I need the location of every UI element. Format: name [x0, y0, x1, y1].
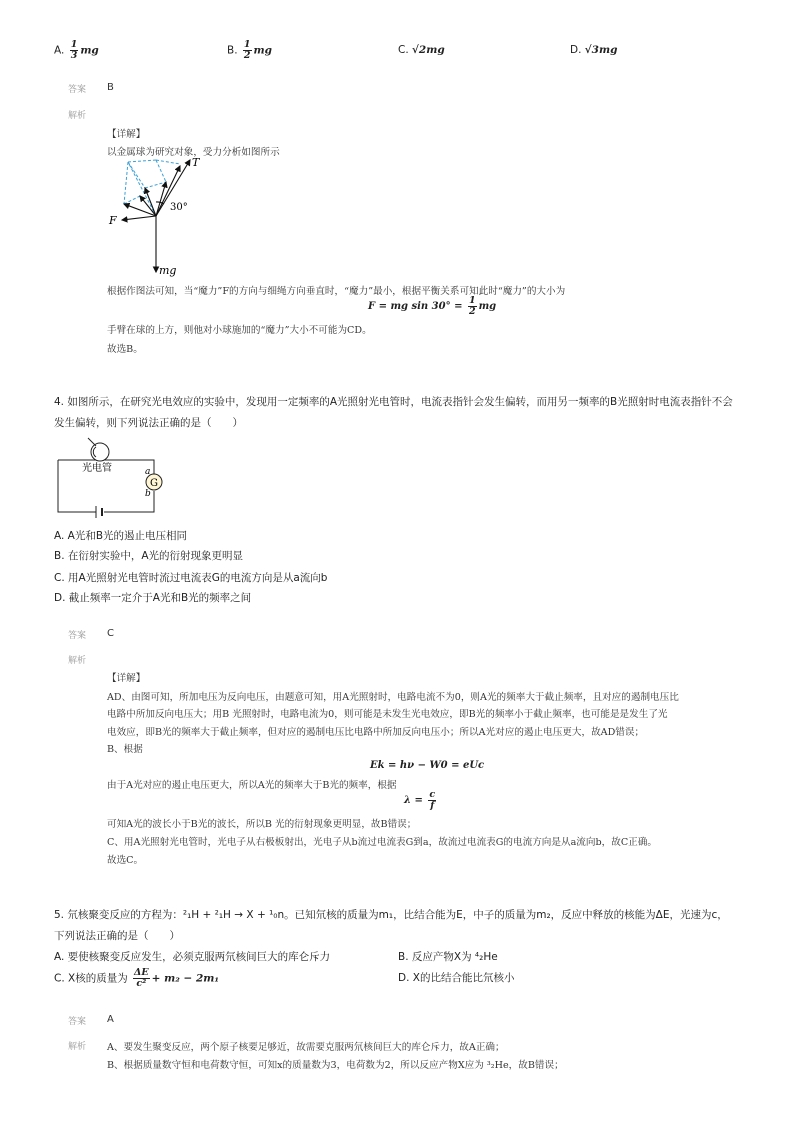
- q3-detail-heading: 【详解】: [107, 129, 146, 140]
- q3-analysis-label: 解析: [68, 111, 87, 121]
- circuit-diagram: [54, 436, 174, 526]
- q4-detail-heading: 【详解】: [107, 673, 146, 684]
- q5-option-d: D. X的比结合能比氘核小: [398, 972, 515, 984]
- q5-answer: A: [107, 1014, 114, 1025]
- q5-stem-2: 下列说法正确的是（ ）: [54, 930, 180, 942]
- q3-option-b: B. $\frac{1}{2}$ mg: [227, 39, 272, 61]
- angle-label: 30°: [170, 202, 188, 213]
- tube-label: 光电管: [82, 463, 112, 474]
- q4-answer-label: 答案: [68, 631, 87, 641]
- t-label: T: [192, 156, 200, 169]
- q3-line-2: 根据作图法可知，当“魔力”F的方向与细绳方向垂直时，“魔力”最小，根据平衡关系可知此时“魔力”的大小为: [107, 286, 566, 297]
- q4-analysis-label: 解析: [68, 656, 87, 666]
- q3-option-a: A. $\frac{1}{3}$ mg: [54, 39, 99, 61]
- q4-line-8: 故选C。: [107, 855, 144, 866]
- q4-option-c: C. 用A光照射光电管时流过电流表G的电流方向是从a流向b: [54, 572, 328, 584]
- q4-line-5: 由于A光对应的遏止电压更大，所以A光的频率大于B光的频率，根据: [107, 780, 397, 791]
- q3-line-3: 手臂在球的上方，则他对小球施加的“魔力”大小不可能为CD。: [107, 325, 372, 336]
- q5-answer-label: 答案: [68, 1017, 87, 1027]
- q4-line-3: 电效应，即B光的频率大于截止频率，但对应的遏制电压比电路中所加反向电压小；所以A光对应的遏止电压更大，故AD错误；: [107, 727, 645, 738]
- q5-line-2: B、根据质量数守恒和电荷数守恒，可知x的质量数为3，电荷数为2，所以反应产物X应为 ³₂He，故B错误；: [107, 1060, 564, 1071]
- q4-line-7: C、用A光照射光电管时，光电子从右极板射出，光电子从b流过电流表G到a，故流过电流表G的电流方向是从a流向b，故C正确。: [107, 837, 657, 848]
- mg-label: mg: [159, 264, 177, 277]
- q4-option-a: A. A光和B光的遏止电压相同: [54, 530, 188, 542]
- q5-option-a: A. 要使核聚变反应发生，必须克服两氘核间巨大的库仑斥力: [54, 951, 331, 963]
- q5-stem-1: 5. 氘核聚变反应的方程为：²₁H + ²₁H → X + ¹₀n。已知氘核的质量为m₁，比结合能为E，中子的质量为m₂，反应中释放的核能为ΔE，光速为c，: [54, 909, 728, 921]
- terminal-a: a: [145, 467, 151, 477]
- q5-option-b: B. 反应产物X为 ⁴₂He: [398, 951, 498, 963]
- q3-line-1: 以金属球为研究对象，受力分析如图所示: [107, 147, 280, 158]
- q3-line-4: 故选B。: [107, 344, 143, 355]
- q3-answer-label: 答案: [68, 85, 87, 95]
- q4-eq1: Ek = hν − W0 = eUc: [370, 760, 485, 771]
- f-arrow: [122, 216, 156, 220]
- q5-analysis-label: 解析: [68, 1042, 87, 1052]
- q4-stem-1: 4. 如图所示，在研究光电效应的实验中，发现用一定频率的A光照射光电管时，电流表指针会发生偏转，而用另一频率的B光照射时电流表指针不会: [54, 396, 733, 408]
- q3-option-d: D. √3mg: [570, 44, 618, 56]
- q4-option-d: D. 截止频率一定介于A光和B光的频率之间: [54, 592, 252, 604]
- q4-line-6: 可知A光的波长小于B光的波长，所以B 光的衍射现象更明显，故B错误；: [107, 819, 417, 830]
- q4-answer: C: [107, 628, 114, 639]
- q4-eq2: λ = $\frac{c}{f}$: [404, 789, 436, 811]
- q4-option-b: B. 在衍射实验中，A光的衍射现象更明显: [54, 550, 244, 562]
- q3-equation: F = mg sin 30° = $\frac{1}{2}$ mg: [368, 295, 497, 317]
- q4-line-1: AD、由图可知，所加电压为反向电压，由题意可知，用A光照射时，电路电流不为0，则A光的频率大于截止频率，且对应的遏制电压比: [107, 692, 679, 703]
- q5-line-1: A、要发生聚变反应，两个原子核要足够近，故需要克服两氘核间巨大的库仑斥力，故A正确；: [107, 1042, 505, 1053]
- q3-answer: B: [107, 82, 114, 93]
- q3-option-c: C. √2mg: [398, 44, 445, 56]
- terminal-b: b: [145, 489, 151, 499]
- q4-line-4: B、根据: [107, 744, 143, 755]
- q4-stem-2: 发生偏转，则下列说法正确的是（ ）: [54, 417, 243, 429]
- q5-option-c: C. X核的质量为 $\frac{\Delta E}{\text{c²}}$ + m₂ − 2m₁: [54, 967, 219, 989]
- q4-line-2: 电路中所加反向电压大；用B 光照射时，电路电流为0，则可能是未发生光电效应，即B光的频率小于截止频率，也可能是是发生了光: [107, 709, 668, 720]
- meter-label: G: [150, 478, 158, 489]
- f-label: F: [109, 214, 117, 227]
- force-diagram: [100, 152, 210, 280]
